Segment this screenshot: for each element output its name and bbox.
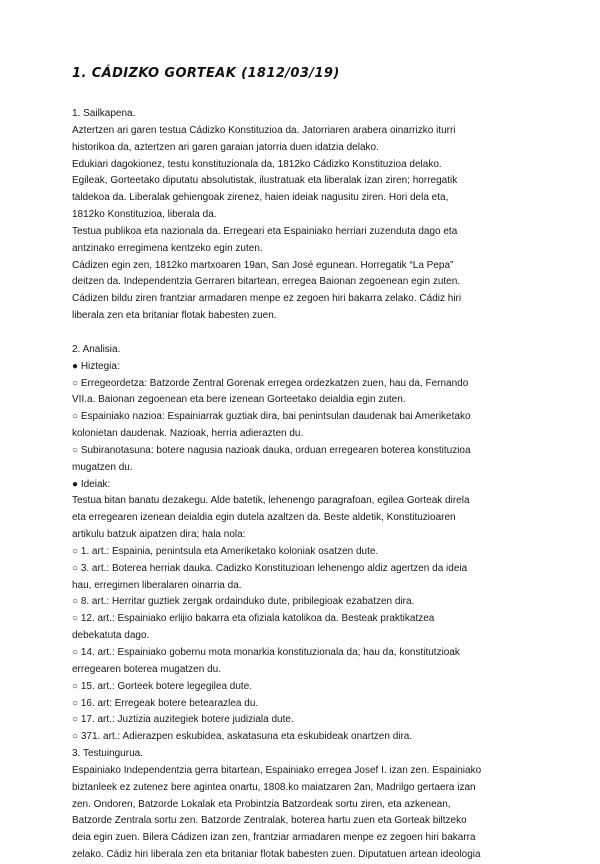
text-line: Espainiako Independentzia gerra bitartean, Espainiako erregea Josef I. izan zen. Espainiako: [72, 764, 482, 776]
text-line: hau, erregimen liberalaren oinarria da.: [72, 579, 242, 591]
text-line: ○ 14. art.: Espainiako gobernu mota monarkia konstituzionala da; hau da, konstitutzioak: [72, 647, 460, 658]
text-line: ○ Subiranotasuna: botere nagusia nazioak dauka, orduan erregearen boterea konstituzioa: [72, 444, 471, 456]
text-line: kolonietan daudenak. Nazioak, herria adierazten du.: [72, 428, 304, 440]
text-line: Cádizen egin zen, 1812ko martxoaren 19an, San José egunean. Horregatik “La Pepa”: [72, 259, 454, 271]
text-line: ○ 15. art.: Gorteek botere legegilea dute.: [72, 680, 253, 692]
text-line: mugatzen du.: [72, 461, 133, 473]
text-line: 1. Sailkapena.: [72, 108, 136, 119]
text-line: historikoa da, aztertzen ari garen garaian jatorria duen idatzia delako.: [72, 141, 379, 153]
text-line: Cádizen bildu ziren frantziar armadaren menpe ez zegoen hiri bakarra zelako. Cádiz hiri: [72, 293, 462, 305]
text-line: ○ 8. art.: Herritar guztiek zergak ordainduko dute, pribilegioak ezabatzen dira.: [72, 596, 415, 608]
text-line: erregearen boterea mugatzen du.: [72, 663, 221, 675]
blank-line: [72, 325, 542, 342]
text-line: eta erregearen izenean deialdia egin dutela azaltzen da. Beste aldetik, Konstituzioaren: [72, 512, 456, 524]
document-body: [72, 106, 542, 864]
text-line: zen. Ondoren, Batzorde Lokalak eta Probintzia Batzordeak sortu ziren, eta azkenean,: [72, 798, 451, 810]
text-line: 3. Testuingurua.: [72, 748, 143, 760]
text-line: zelako. Cádiz hiri liberala zen eta britaniar flotak babesten zuen. Diputatuen artean ideologia: [72, 849, 481, 861]
text-line: VII.a. Baionan zegoenean eta bere izenean Gorteetako deialdia egin zuten.: [72, 394, 406, 406]
text-line: Edukiari dagokionez, testu konstituzionala da, 1812ko Cádizko Konstituzioa delako.: [72, 158, 442, 170]
text-line: ○ Espainiako nazioa: Espainiarrak guztiak dira, bai penintsulan daudenak bai Ameriketako: [72, 411, 471, 423]
text-line: ○ 1. art.: Espainia, penintsula eta Ameriketako koloniak osatzen dute.: [72, 545, 379, 557]
text-line: ○ 16. art: Erregeak botere betearazlea du.: [72, 697, 259, 709]
text-line: ○ Erregeordetza: Batzorde Zentral Gorenak erregea ordezkatzen zuen, hau da, Fernando: [72, 377, 469, 389]
text-line: antzinako erregimena kentzeko egin zuten.: [72, 242, 263, 254]
text-line: artikulu batzuk aipatzen dira; hala nola:: [72, 529, 246, 541]
text-line: ● Hiztegia:: [72, 360, 120, 372]
text-line: ○ 371. art.: Adierazpen eskubidea, askatasuna eta eskubideak onartzen dira.: [72, 731, 413, 743]
text-line: deitzen da. Independentzia Gerraren bitartean, erregea Baionan zegoenean egin zuten.: [72, 276, 461, 288]
text-line: Testua bitan banatu dezakegu. Alde batetik, lehenengo paragrafoan, egilea Gorteak direla: [72, 495, 470, 507]
text-line: ○ 17. art.: Juztizia auzitegiek botere judiziala dute.: [72, 714, 294, 726]
text-line: Batzorde Zentrala sortu zen. Batzorde Zentralak, boterea hartu zuen eta Gorteak biltzeko: [72, 815, 467, 827]
text-line: 2. Analisia.: [72, 343, 121, 355]
text-line: Testua publikoa eta nazionala da. Erregeari eta Espainiako herriari zuzenduta dago eta: [72, 225, 458, 237]
document-title: 1. CÁDIZKO GORTEAK (1812/03/19): [72, 66, 340, 81]
text-line: liberala zen eta britaniar flotak babesten zuen.: [72, 310, 277, 322]
text-line: 1812ko Konstituzioa, liberala da.: [72, 209, 217, 221]
text-line: ○ 12. art.: Espainiako erlijio bakarra eta ofiziala katolikoa da. Besteak praktikatzea: [72, 613, 435, 625]
text-line: debekatuta dago.: [72, 630, 150, 642]
text-line: deia egin zuen. Bilera Cádizen izan zen, frantziar armadaren menpe ez zegoen hiri bakarra: [72, 832, 476, 844]
text-line: ● Ideiak:: [72, 478, 111, 490]
text-line: biztanleek ez zutenez bere agintea onartu, 1808.ko maiatzaren 2an, Madrilgo gertaera izan: [72, 781, 476, 793]
text-line: Egileak, Gorteetako diputatu absolutistak, ilustratuak eta liberalak izan ziren; horregatik: [72, 175, 458, 187]
text-line: ○ 3. art.: Boterea herriak dauka. Cadizko Konstituzioan lehenengo aldiz agertzen da ideia: [72, 562, 468, 574]
text-line: taldekoa da. Liberalak gehiengoak zirenez, haien ideiak nagusitu ziren. Hori dela eta,: [72, 192, 449, 204]
text-line: Aztertzen ari garen testua Cádizko Konstituzioa da. Jatorriaren arabera oinarrizko iturri: [72, 124, 456, 136]
